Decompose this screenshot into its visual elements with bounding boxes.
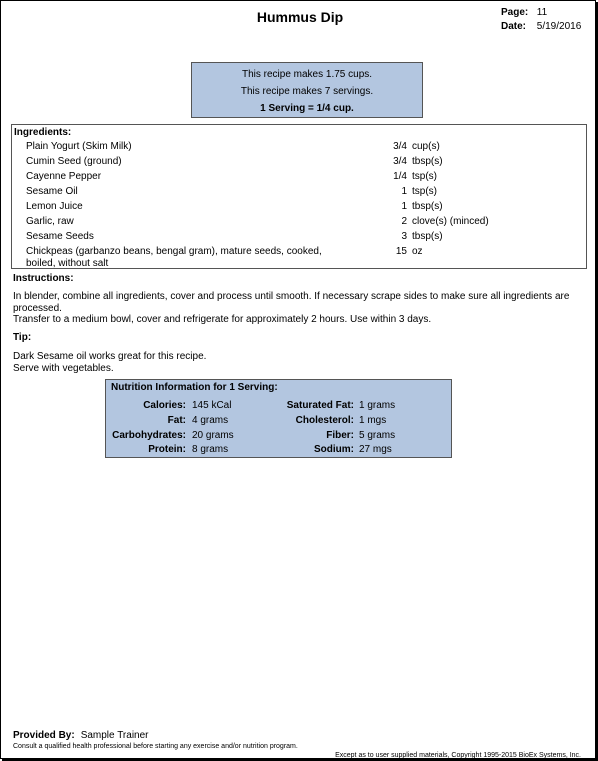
tip-heading: Tip: (13, 332, 32, 343)
ingredient-name: Plain Yogurt (Skim Milk) (26, 141, 132, 152)
ingredient-unit: tsp(s) (412, 186, 437, 197)
ingredient-qty: 3 (401, 231, 407, 242)
ingredient-qty: 2 (401, 216, 407, 227)
ingredient-qty: 1/4 (393, 171, 407, 182)
yield-servings: This recipe makes 7 servings. (240, 86, 374, 97)
ingredient-unit: tbsp(s) (412, 156, 443, 167)
yield-box (191, 62, 423, 118)
nutrition-label: Saturated Fat: (286, 400, 354, 411)
ingredient-unit: tbsp(s) (412, 201, 443, 212)
ingredient-name: Sesame Oil (26, 186, 78, 197)
ingredient-name: Garlic, raw (26, 216, 74, 227)
ingredient-name: Chickpeas (garbanzo beans, bengal gram), mature seeds, cooked, boiled, without salt (26, 246, 322, 269)
ingredients-box (11, 124, 587, 269)
ingredient-name: Cumin Seed (ground) (26, 156, 122, 167)
consult-disclaimer: Consult a qualified health professional before starting any exercise and/or nutrition program. (13, 743, 298, 750)
ingredient-name: Lemon Juice (26, 201, 83, 212)
report-date (501, 21, 581, 32)
page-number (501, 7, 547, 18)
nutrition-value: 1 mgs (359, 415, 387, 426)
nutrition-heading: Nutrition Information for 1 Serving: (111, 382, 278, 393)
nutrition-label: Protein: (148, 444, 186, 455)
yield-cups: This recipe makes 1.75 cups. (241, 69, 373, 80)
instructions-heading: Instructions: (13, 273, 74, 284)
instructions-step-1: In blender, combine all ingredients, cover and process until smooth. If necessary scrape sides to make sure all ingredients are processed. (13, 291, 570, 314)
date-label: Date: (501, 21, 527, 32)
nutrition-label: Cholesterol: (295, 415, 354, 426)
recipe-title: Hummus Dip (256, 9, 344, 25)
nutrition-value: 20 grams (192, 430, 234, 441)
nutrition-label: Carbohydrates: (112, 430, 186, 441)
instructions-step-2: Transfer to a medium bowl, cover and refrigerate for approximately 2 hours. Use within 3 days. (13, 314, 432, 325)
ingredient-unit: cup(s) (412, 141, 440, 152)
date-value: 5/19/2016 (536, 21, 582, 32)
provided-by-value: Sample Trainer (80, 730, 149, 741)
nutrition-label: Calories: (143, 400, 186, 411)
ingredient-unit: tsp(s) (412, 171, 437, 182)
nutrition-value: 4 grams (192, 415, 229, 426)
provided-by (13, 730, 149, 741)
ingredient-name: Cayenne Pepper (26, 171, 102, 182)
ingredient-qty: 3/4 (393, 156, 407, 167)
ingredient-name: Sesame Seeds (26, 231, 94, 242)
tip-line-1: Dark Sesame oil works great for this recipe. (13, 351, 207, 362)
page-value: 11 (536, 7, 548, 18)
ingredient-unit: tbsp(s) (412, 231, 443, 242)
tip-line-2: Serve with vegetables. (13, 363, 114, 374)
nutrition-box (105, 379, 452, 458)
page-label: Page: (501, 7, 529, 18)
nutrition-label: Sodium: (314, 444, 354, 455)
nutrition-label: Fiber: (326, 430, 354, 441)
ingredient-qty: 15 (395, 246, 407, 257)
nutrition-value: 27 mgs (359, 444, 392, 455)
provided-by-label: Provided By: (13, 730, 75, 741)
ingredient-unit: clove(s) (minced) (412, 216, 489, 227)
ingredient-qty: 1 (401, 201, 407, 212)
copyright-notice: Except as to user supplied materials, Copyright 1995-2015 BioEx Systems, Inc. (335, 752, 581, 759)
ingredient-qty: 3/4 (393, 141, 407, 152)
nutrition-label: Fat: (167, 415, 186, 426)
nutrition-value: 5 grams (359, 430, 396, 441)
ingredient-qty: 1 (401, 186, 407, 197)
serving-size: 1 Serving = 1/4 cup. (260, 103, 354, 114)
ingredient-unit: oz (412, 246, 423, 257)
nutrition-value: 8 grams (192, 444, 229, 455)
ingredients-heading: Ingredients: (14, 127, 72, 138)
nutrition-value: 145 kCal (192, 400, 232, 411)
nutrition-value: 1 grams (359, 400, 396, 411)
